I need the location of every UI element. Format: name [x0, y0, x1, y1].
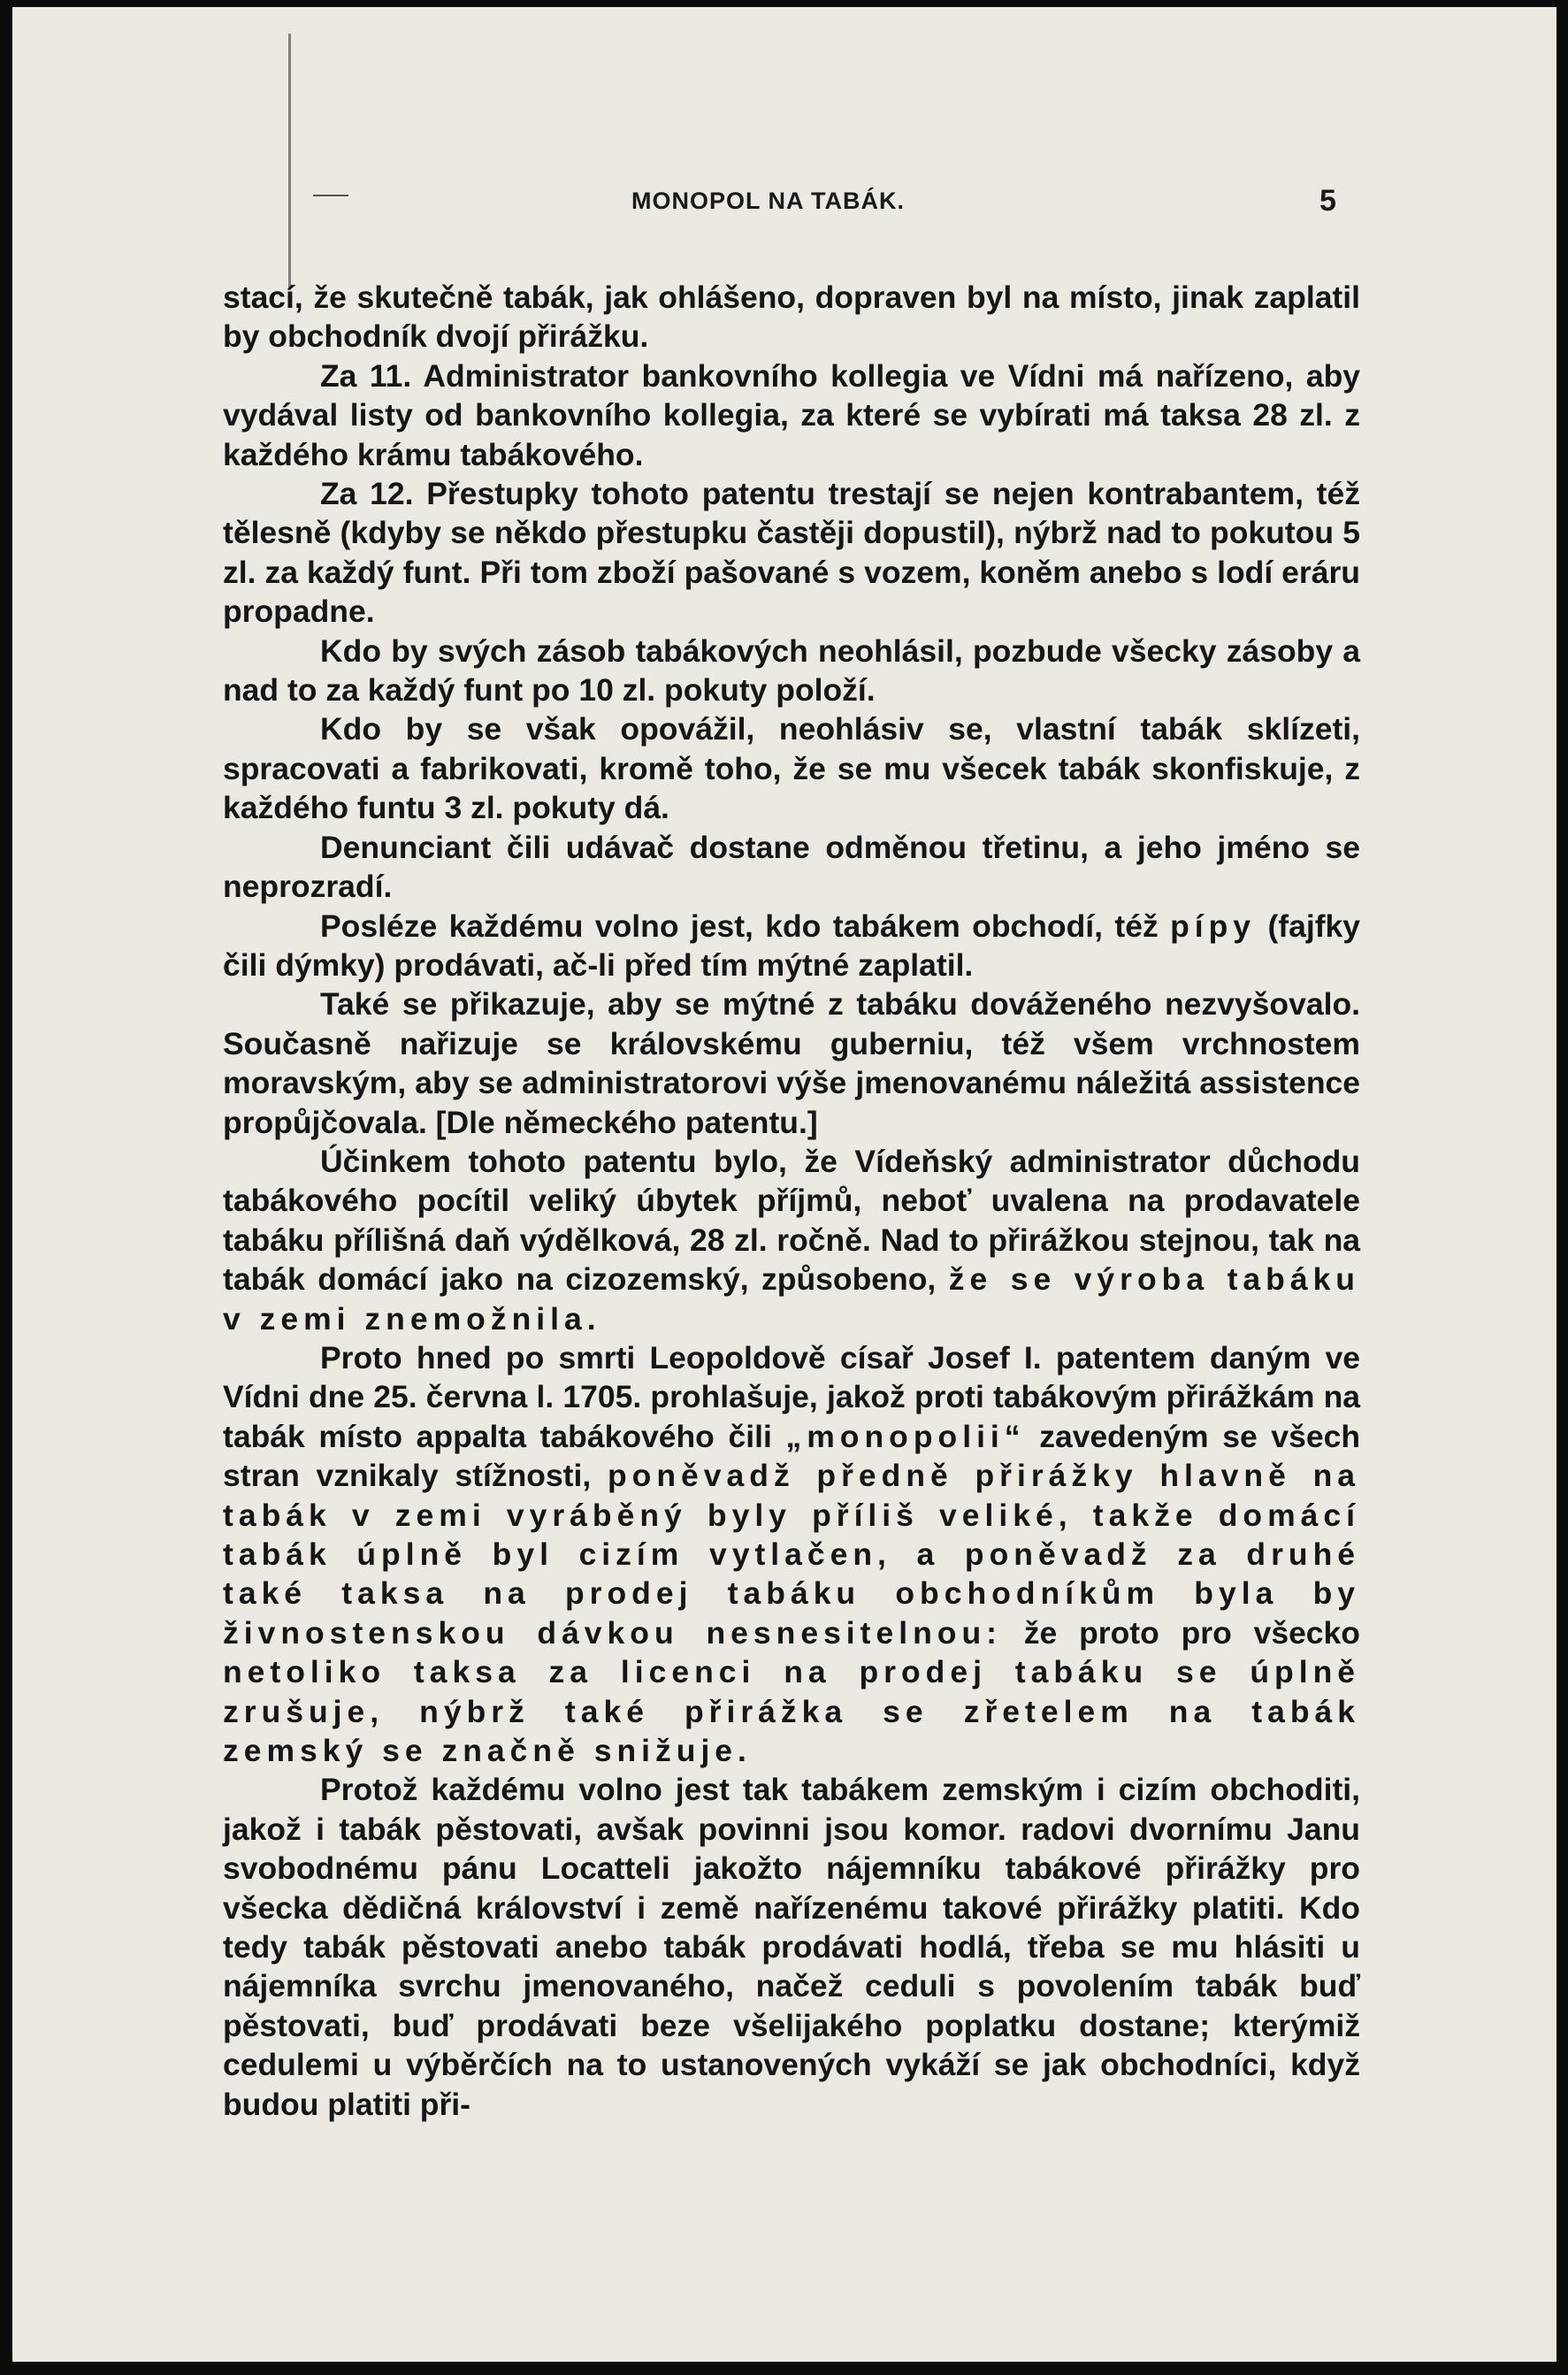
- patent-emphasis-abolition: netoliko taksa za licenci na prodej tabáku se úplně zrušuje, nýbrž také přirážka se zřetelem na tabák zemský se značně snižuje.: [223, 1654, 1360, 1769]
- effect-emphasis: že se výroba tabáku v zemi znemožnila.: [223, 1261, 1360, 1337]
- pipes-text-a: Posléze každému volno jest, kdo tabákem obchodí, též: [320, 908, 1159, 944]
- patent-emphasis-reasons: poněvadž předně přirážky hlavně na tabák v zemi vyráběný byly příliš veliké, takže domácí tabák úplně byl cizím vytlačen, a poněvadž za druhé také taksa na prodej tabáku obchodníkům byla by živnostenskou dávkou nesnesitelnou:: [223, 1458, 1360, 1651]
- paragraph-denunciant: Denunciant čili udávač dostane odměnou třetinu, a jeho jméno se neprozradí.: [223, 829, 1360, 905]
- paragraph-stock-penalty: Kdo by svých zásob tabákových neohlásil, pozbude všecky zásoby a nad to za každý funt po 10 zl. pokuty položí.: [223, 632, 1360, 709]
- patent-monopolii: „monopolii“: [785, 1418, 1026, 1454]
- text-body: [223, 278, 1360, 2124]
- patent-text-e: že proto pro všecko: [1023, 1614, 1360, 1651]
- pipes-text-c: (fajfky čili dýmky) prodávati, ač-li před tím mýtné zaplatil.: [223, 908, 1360, 983]
- patent-text-c: zavedeným se všech stran vznikaly stížnosti,: [223, 1418, 1361, 1494]
- book-page: [12, 7, 1557, 2362]
- running-title: MONOPOL NA TABÁK.: [631, 188, 905, 214]
- paragraph-continuation: stací, že skutečně tabák, jak ohlášeno, dopraven byl na místo, jinak zaplatil by obchodník dvojí přirážku.: [223, 280, 1360, 355]
- paragraph-free-trade: Protož každému volno jest tak tabákem zemským i cizím obchoditi, jakož i tabák pěstovati, avšak povinni jsou komor. radovi dvornímu Janu svobodnému pánu Locatteli jakožto nájemníku tabákové přirážky pro všecka dědičná království i země nařízenému takové přirážky platiti. Kdo tedy tabák pěstovati anebo tabák prodávati hodlá, třeba se mu hlásiti u nájemníka svrchu jmenovaného, načež ceduli s povolením tabák buď pěstovati, buď prodávati beze všelijakého poplatku dostane; kterýmiž cedulemi u výběrčích na to ustanovených vykáží se jak obchodníci, když budou platiti při-: [223, 1772, 1360, 2122]
- pipes-emphasis: pípy: [1170, 908, 1257, 944]
- patent-text-a: Proto hned po smrti Leopoldově císař Josef I. patentem daným ve Vídni dne 25. června l. 1705. prohlašuje, jakož proti tabákovým přirážkám na tabák místo appalta tabákového čili: [223, 1339, 1360, 1454]
- scan-edge-mark: [288, 34, 291, 290]
- paragraph-article-12: Za 12. Přestupky tohoto patentu trestají se nejen kontrabantem, též tělesně (kdyby se někdo přestupku častěji dopustil), nýbrž nad to pokutou 5 zl. za každý funt. Při tom zboží pašované s vozem, koněm anebo s lodí eráru propadne.: [223, 476, 1360, 630]
- running-head: [12, 182, 1557, 221]
- paragraph-joseph-patent: [223, 1338, 1360, 1770]
- paragraph-toll: Také se přikazuje, aby se mýtné z tabáku dováženého nezvyšovalo. Současně nařizuje se královskému guberniu, též všem vrchnostem moravským, aby se administratorovi výše jmenovanému náležitá assistence propůjčovala. [Dle německého patentu.]: [223, 986, 1360, 1140]
- paragraph-unlawful-growing: Kdo by se však opovážil, neohlásiv se, vlastní tabák sklízeti, spracovati a fabrikovati, kromě toho, že se mu všecek tabák skonfiskuje, z každého funtu 3 zl. pokuty dá.: [223, 711, 1360, 826]
- paragraph-article-11: Za 11. Administrator bankovního kollegia ve Vídni má nařízeno, aby vydával listy od bankovního kollegia, za které se vybírati má taksa 28 zl. z každého krámu tabákového.: [223, 357, 1360, 472]
- page-number: 5: [1319, 184, 1336, 218]
- paragraph-effect: [223, 1142, 1360, 1338]
- paragraph-pipes: [223, 907, 1360, 985]
- effect-text: Účinkem tohoto patentu bylo, že Vídeňský administrator důchodu tabákového pocítil veliký úbytek příjmů, neboť uvalena na prodavatele tabáku přílišná daň výdělková, 28 zl. ročně. Nad to přirážkou stejnou, tak na tabák domácí jako na cizozemský, způsobeno,: [223, 1143, 1360, 1298]
